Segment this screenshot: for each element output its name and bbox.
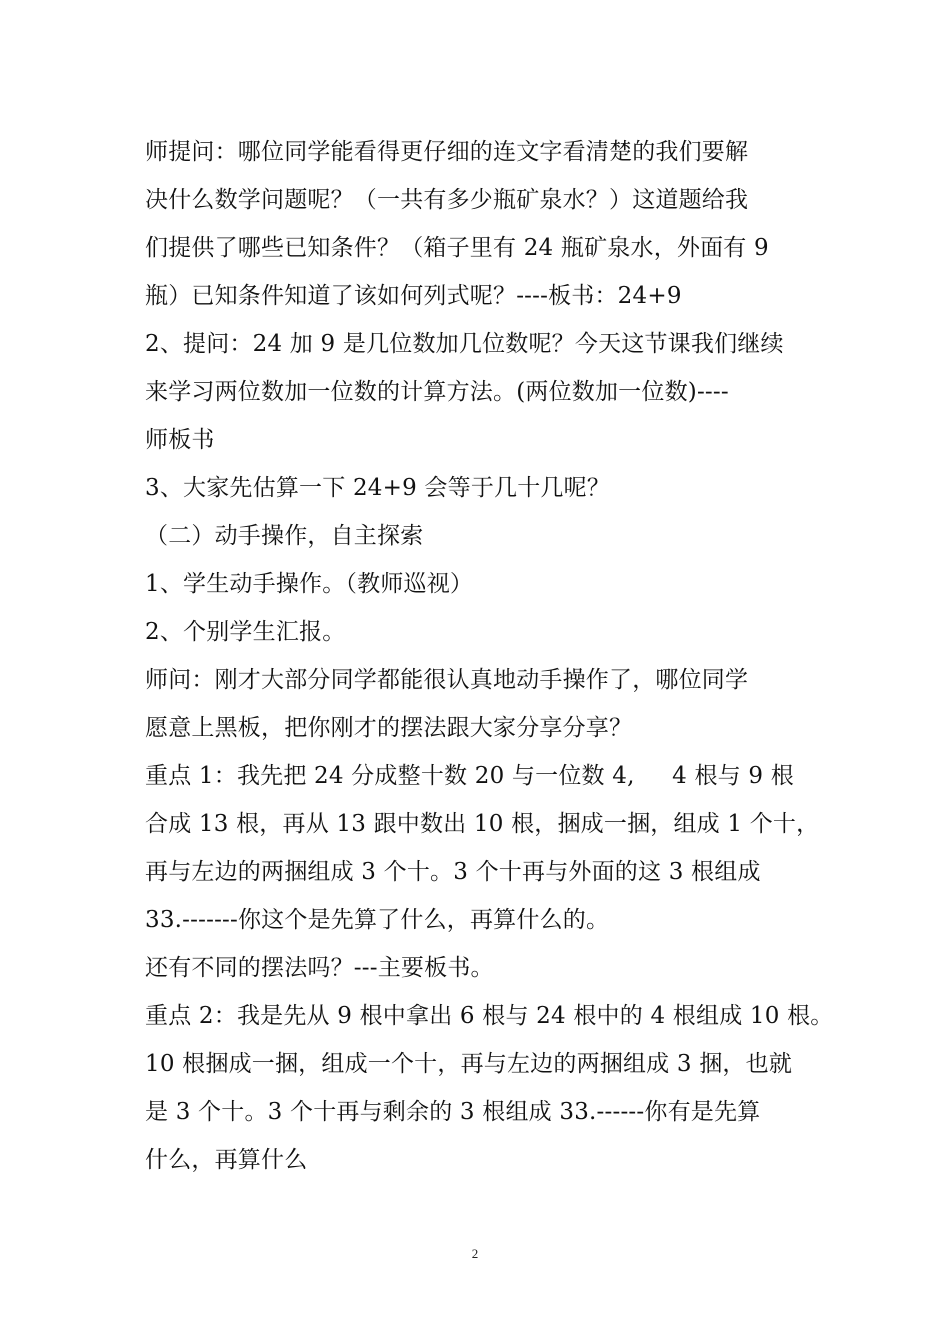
document-body [145,128,845,1184]
text-line: 3、大家先估算一下 24+9 会等于几十几呢？ [145,475,611,501]
text-line: 们提供了哪些已知条件？（箱子里有 24 瓶矿泉水，外面有 9 [145,235,769,261]
text-line: 10 根捆成一捆，组成一个十，再与左边的两捆组成 3 捆，也就 [145,1051,793,1077]
text-line: 师提问：哪位同学能看得更仔细的连文字看清楚的我们要解 [145,139,749,165]
text-line: 决什么数学问题呢？（一共有多少瓶矿泉水？）这道题给我 [145,187,749,213]
text-line: 重点 2：我是先从 9 根中拿出 6 根与 24 根中的 4 根组成 10 根。 [145,1003,834,1029]
text-line: 2、个别学生汇报。 [145,619,346,645]
text-line: 什么，再算什么 [145,1147,308,1173]
text-line: 是 3 个十。3 个十再与剩余的 3 根组成 33.------你有是先算 [145,1099,761,1125]
text-line: 合成 13 根，再从 13 跟中数出 10 根，捆成一捆，组成 1 个十， [145,811,820,837]
text-line: 再与左边的两捆组成 3 个十。3 个十再与外面的这 3 根组成 [145,859,761,885]
text-line: 师问：刚才大部分同学都能很认真地动手操作了，哪位同学 [145,667,749,693]
page-number: 2 [471,1246,479,1261]
text-line: 33.-------你这个是先算了什么，再算什么的。 [145,907,610,933]
text-line: 重点 1：我先把 24 分成整十数 20 与一位数 4, 4 根与 9 根 [145,763,794,789]
text-line: 瓶）已知条件知道了该如何列式呢？----板书：24+9 [145,283,682,309]
text-line: 还有不同的摆法吗？---主要板书。 [145,955,494,981]
section-heading: （二）动手操作，自主探索 [145,523,424,549]
text-line: 师板书 [145,427,215,453]
text-line: 1、学生动手操作。（教师巡视） [145,571,474,597]
text-line: 来学习两位数加一位数的计算方法。(两位数加一位数)---- [145,379,729,405]
text-line: 2、提问：24 加 9 是几位数加几位数呢？今天这节课我们继续 [145,331,784,357]
text-line: 愿意上黑板，把你刚才的摆法跟大家分享分享？ [145,715,633,741]
